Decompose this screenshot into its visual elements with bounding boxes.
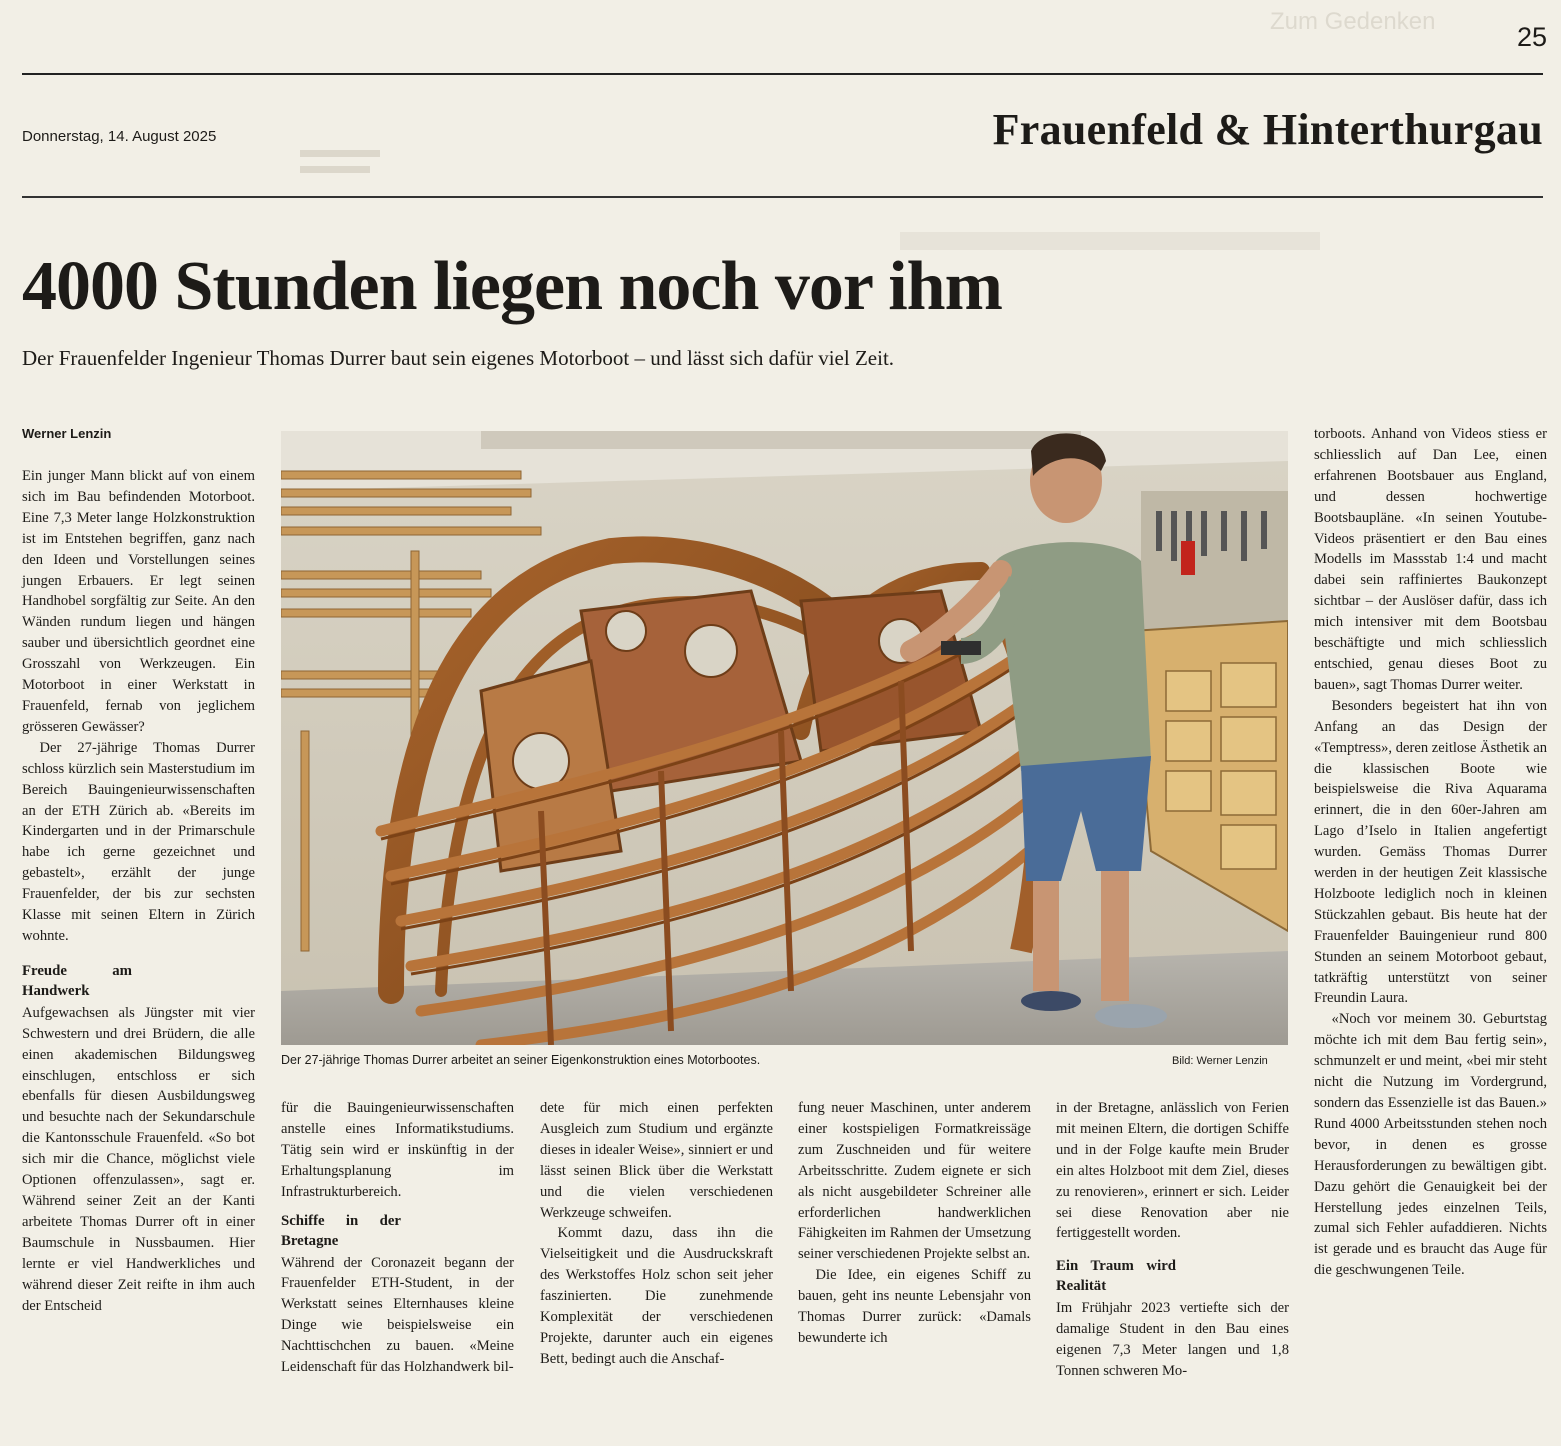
- article-subhead: Der Frauenfelder Ingenieur Thomas Durrer baut sein eigenes Motorboot – und lässt sich dafür viel Zeit.: [22, 346, 895, 370]
- paragraph: Kommt dazu, dass ihn die Vielseitigkeit und die Ausdruckskraft des Werkstoffes Holz schon seit jeher faszinierten. Die zunehmende Komplexität der verschiedenen Projekte, darunter auch ein eigenes Bett, bedingt auch die Anschaf-: [540, 1225, 773, 1367]
- paragraph: Besonders begeistert hat ihn von Anfang an das Design der «Temptress», deren zeitlose Ästhetik an die klassischen Boote wie beispielsweise die Riva Aquarama erinnert, die in den 60er-Jahren am Lago d’Iselo in Italien angefertigt wurden. Gemäss Thomas Durrer werden in der heutigen Zeit klassische Holzboote lediglich noch in kleinen Stückzahlen gebaut. Bis heute hat der Frauenfelder Bauingenieur rund 800 Stunden an seinem Motorboot gebaut, tatkräftig unterstützt von seiner Freundin Laura.: [1314, 697, 1547, 1007]
- paragraph: Ein junger Mann blickt auf von einem sich im Bau befindenden Motorboot. Eine 7,3 Meter lange Holzkonstruktion ist im Entstehen begriffen, ganz nach den Ideen und Vorstellungen seines jungen Erbauers. Er legt seinen Handhobel sorgfältig zur Seite. An den Wänden rundum liegen und hängen sauber und übersichtlich geordnet eine Grosszahl von Werkzeugen. Ein Motorboot in einer Werkstatt in Frauenfeld, fernab von jeglichem grösseren Gewässer?: [22, 468, 255, 735]
- article-column-6: [1314, 424, 1547, 1281]
- section-title: Frauenfeld & Hinterthurgau: [992, 105, 1543, 154]
- subheading: Ein Traum wird Realität: [1056, 1258, 1176, 1295]
- article-photo: [281, 431, 1288, 1045]
- subheading: Schiffe in der Bretagne: [281, 1212, 401, 1249]
- article-column-5: [1056, 1098, 1289, 1382]
- article-column-3: [540, 1098, 773, 1370]
- paragraph: in der Bretagne, anlässlich von Ferien mit meinen Eltern, die dortigen Schiffe und in der Folge kaufte mein Bruder ein altes Holzboot mit dem Ziel, dieses zu renovieren», erinnert er sich. Leider sei diese Renovation aber nie fertiggestellt worden.: [1056, 1100, 1289, 1242]
- paragraph: Im Frühjahr 2023 vertiefte sich der damalige Student in den Bau eines eigenen 7,3 Meter langen und 1,8 Tonnen schweren Mo-: [1056, 1300, 1289, 1380]
- article-column-1: [22, 466, 255, 1316]
- issue-date: Donnerstag, 14. August 2025: [22, 128, 217, 145]
- paragraph: Die Idee, ein eigenes Schiff zu bauen, geht ins neunte Lebensjahr von Thomas Durrer zurück: «Damals bewunderte ich: [798, 1267, 1031, 1346]
- paragraph: Während der Coronazeit begann der Frauenfelder ETH-Student, in der Werkstatt seines Elternhauses kleine Dinge wie beispielsweise ein Nachttischchen zu bauen. «Meine Leidenschaft für das Holzhandwerk bil-: [281, 1254, 514, 1376]
- paragraph: fung neuer Maschinen, unter anderem einer kostspieligen Formatkreissäge zum Zuschneiden und für weitere Arbeitsschritte. Zudem eignete er sich als nicht ausgebildeter Schreiner alle erforderlichen handwerklichen Fähigkeiten im Rahmen der Umsetzung seiner verschiedenen Projekte selbst an.: [798, 1100, 1031, 1263]
- paragraph: Aufgewachsen als Jüngster mit vier Schwestern und drei Brüdern, die alle einen akademischen Bildungsweg einschlugen, entschloss er sich ebenfalls für diesen Ausbildungsweg und besuchte nach der Sekundarschule die Kantonsschule Frauenfeld. «So bot sich mir die Chance, möglichst viele Optionen offenzulassen», sagt er. Während seiner Zeit an der Kanti arbeitete Thomas Durrer oft in einer Baumschule in Nussbaumen. Hier lernte er viel Handwerkliches und während dieser Zeit reifte in ihm auch der Entscheid: [22, 1004, 255, 1314]
- section-rule: [22, 196, 1543, 198]
- article-headline: 4000 Stunden liegen noch vor ihm: [22, 248, 1002, 325]
- paragraph: torboots. Anhand von Videos stiess er schliesslich auf Dan Lee, einen erfahrenen Bootsbauer aus England, und dessen hochwertige Bootsbaupläne. «In seinen Youtube-Videos präsentiert er den Bau eines Modells im Massstab 1:4 und macht dabei sein raffiniertes Baukonzept sichtbar – der Auslöser dafür, dass ich mich intensiver mit dem Bootsbau beschäftigte und mich schliesslich entschied, genau dieses Boot zu bauen», sagt Thomas Durrer weiter.: [1314, 426, 1547, 693]
- subheading: Freude am Handwerk: [22, 962, 132, 999]
- bleed-through-header: Zum Gedenken: [1270, 8, 1436, 35]
- workshop-boat-illustration: [281, 431, 1288, 1045]
- article-author: Werner Lenzin: [22, 426, 112, 441]
- bleed-through-line: [300, 150, 380, 157]
- photo-caption: Der 27-jährige Thomas Durrer arbeitet an seiner Eigenkonstruktion eines Motorbootes.: [281, 1053, 761, 1067]
- paragraph: Der 27-jährige Thomas Durrer schloss kürzlich sein Masterstudium im Bereich Bauingenieurwissenschaften an der ETH Zürich ab. «Bereits im Kindergarten und in der Primarschule habe ich gerne gezeichnet und gebastelt», erzählt der junge Frauenfelder, der bis zur sechsten Klasse mit seinen Eltern in Zürich wohnte.: [22, 739, 255, 944]
- photo-credit: Bild: Werner Lenzin: [1172, 1055, 1268, 1067]
- article-column-2: [281, 1098, 514, 1378]
- top-rule: [22, 73, 1543, 75]
- page-number: 25: [1516, 22, 1547, 52]
- paragraph: «Noch vor meinem 30. Geburtstag möchte ich mit dem Bau fertig sein», schmunzelt er und meint, «bei mir steht nicht die Nutzung im Vordergrund, sondern das Essenzielle ist das Bauen.» Rund 4000 Arbeitsstunden stehen noch bevor, in denen es grosse Herausforderungen zu bewältigen gibt. Dazu gehört die Genauigkeit bei der Herstellung jedes einzelnen Teils, zumal sich Fehler aufaddieren. Nichts ist gerade und es braucht das Auge für die geschwungenen Teile.: [1314, 1011, 1547, 1279]
- paragraph: dete für mich einen perfekten Ausgleich zum Studium und ergänzte dieses in idealer Weise», sinniert er und lässt seinen Blick über die Werkstatt und die vielen verschiedenen Werkzeuge schweifen.: [540, 1100, 773, 1221]
- bleed-through-line: [300, 166, 370, 173]
- paragraph: für die Bauingenieurwissenschaften anstelle eines Informatikstudiums. Tätig sein wird er inskünftig in der Erhaltungsplanung im Infrastrukturbereich.: [281, 1100, 514, 1200]
- article-column-4: [798, 1098, 1031, 1349]
